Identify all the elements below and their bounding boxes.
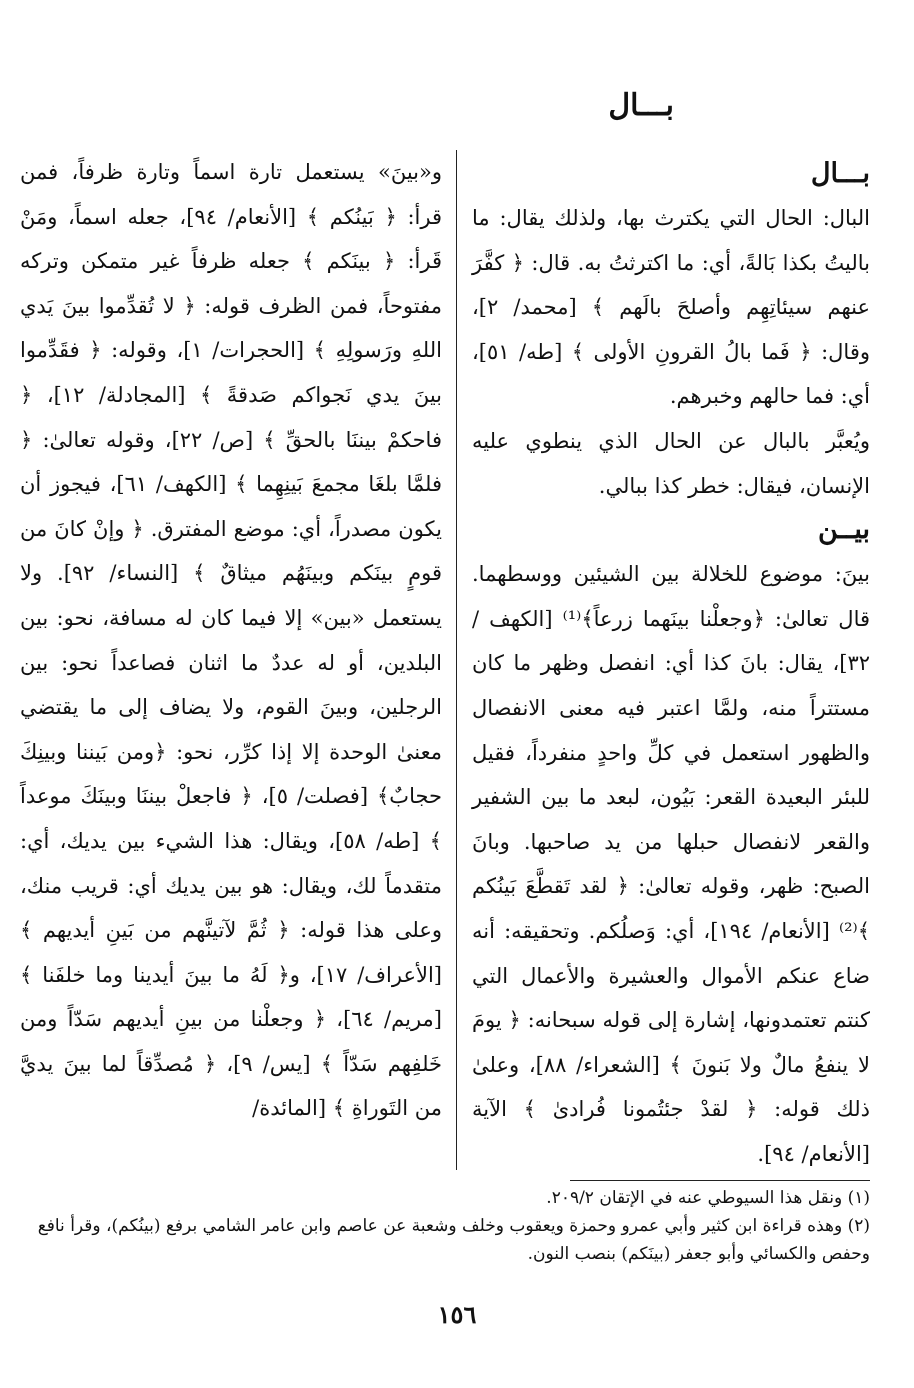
entry-heading-bal: بـــال — [810, 158, 870, 189]
footnotes — [34, 1184, 870, 1268]
footnote-2: (٢) وهذه قراءة ابن كثير وأبي عمرو وحمزة ويعقوب وخلف وشعبة عن عاصم وابن عامر الشامي برفع (بينُكم)، وقرأ نافع وحفص والكسائي وأبو جعفر (بينَكم) بنصب النون. — [37, 1216, 870, 1264]
entry-text-bal: البال: الحال التي يكترث بها، ولذلك يقال: ما باليتُ بكذا بَالةً، أي: ما اكترثتُ به. قال: ﴿ كفَّرَ عنهم سيئاتِهِم وأصلحَ بالَهم ﴾ [محمد/ ٢]، وقال: ﴿ فَما بالُ القرونِ الأولى ﴾ [طه/ ٥١]، أي: فما حالهم وخبرهم. — [472, 206, 870, 409]
left-column — [20, 150, 442, 1131]
entry-heading-bayn: بيــن — [817, 514, 870, 546]
right-column — [472, 152, 870, 1176]
entry-text-bayn-continued: و«بينَ» يستعمل تارة اسماً وتارة ظرفاً، فمن قرأ: ﴿ بَينُكم ﴾ [الأنعام/ ٩٤]، جعله اسماً، ومَنْ قَرأ: ﴿ بينَكم ﴾ جعله ظرفاً غير متمكن وتركه مفتوحاً، فمن الظرف قوله: ﴿ لا تُقدِّموا بينَ يَدي اللهِ ورَسولِهِ ﴾ [الحجرات/ ١]، وقوله: ﴿ فقَدِّموا بينَ يدي نَجواكم صَدقةً ﴾ [المجادلة/ ١٢]، ﴿ فاحكمْ بيننَا بالحقِّ ﴾ [ص/ ٢٢]، وقوله تعالىٰ: ﴿ فلمَّا بلغَا مجمعَ بَينِهِما ﴾ [الكهف/ ٦١]، فيجوز أن يكون مصدراً، أي: موضع المفترق. ﴿ وإنْ كانَ من قومٍ بينَكم وبينَهُم ميثاقٌ ﴾ [النساء/ ٩٢]. ولا يستعمل «بين» إلا فيما كان له مسافة، نحو: بين البلدين، أو له عددٌ ما اثنان فصاعداً نحو: بين الرجلين، وبينَ القوم، ولا يضاف إلى ما يقتضي معنىٰ الوحدة إلا إذا كرِّر، نحو: ﴿ومن بَيننا وبينِكَ حجابٌ﴾ [فصلت/ ٥]، ﴿ فاجعلْ بيننَا وبينَكَ موعداً ﴾ [طه/ ٥٨]، ويقال: هذا الشيء بين يديك، أي: متقدماً لك، ويقال: هو بين يديك أي: قريب منك، وعلى هذا قوله: ﴿ ثُمَّ لآتينَّهم من بَينِ أيديهم ﴾ [الأعراف/ ١٧]، و﴿ لَهُ ما بينَ أيدينا وما خلفَنا ﴾ [مريم/ ٦٤]، ﴿ وجعلْنا من بينِ أيديهم سَدّاً ومن خَلفِهم سَدّاً ﴾ [يس/ ٩]، ﴿ مُصدِّقاً لما بينَ يديَّ من التَوراةِ ﴾ [المائدة/ — [20, 160, 443, 1121]
running-head: بـــال — [608, 88, 674, 123]
entry-text-bal-2: ويُعبَّر بالبال عن الحال الذي ينطوي عليه الإنسان، فيقال: خطر كذا ببالي. — [472, 428, 870, 498]
column-divider — [456, 150, 457, 1170]
page-number: ١٥٦ — [437, 1300, 477, 1329]
footnote-rule — [570, 1180, 870, 1181]
entry-text-bayn: بينَ: موضوع للخلالة بين الشيئين ووسطهما. قال تعالىٰ: ﴿وجعلْنا بينَهما زرعاً﴾⁽¹⁾ [الكهف / ٣٢]، يقال: بانَ كذا أي: انفصل وظهر ما كان مستتراً منه، ولمَّا اعتبر فيه معنى الانفصال والظهور استعمل في كلِّ واحدٍ منفرداً، فقيل للبئر البعيدة القعر: بَيُون، لبعد ما بين الشفير والقعر لانفصال حبلها من يد صاحبها. وبانَ الصبح: ظهر، وقوله تعالىٰ: ﴿ لقد تَقطَّعَ بَينُكم ﴾⁽²⁾ [الأنعام/ ١٩٤]، أي: وَصلُكم. وتحقيقه: أنه ضاع عنكم الأموال والعشيرة والأعمال التي كنتم تعتمدونها، إشارة إلى قوله سبحانه: ﴿ يومَ لا ينفعُ مالٌ ولا بَنونَ ﴾ [الشعراء/ ٨٨]، وعلىٰ ذلك قوله: ﴿ لقدْ جئتُمونا فُرادىٰ ﴾ الآية [الأنعام/ ٩٤]. — [472, 562, 871, 1166]
footnote-1: (١) ونقل هذا السيوطي عنه في الإتقان ٢٠٩/٢. — [546, 1188, 870, 1208]
